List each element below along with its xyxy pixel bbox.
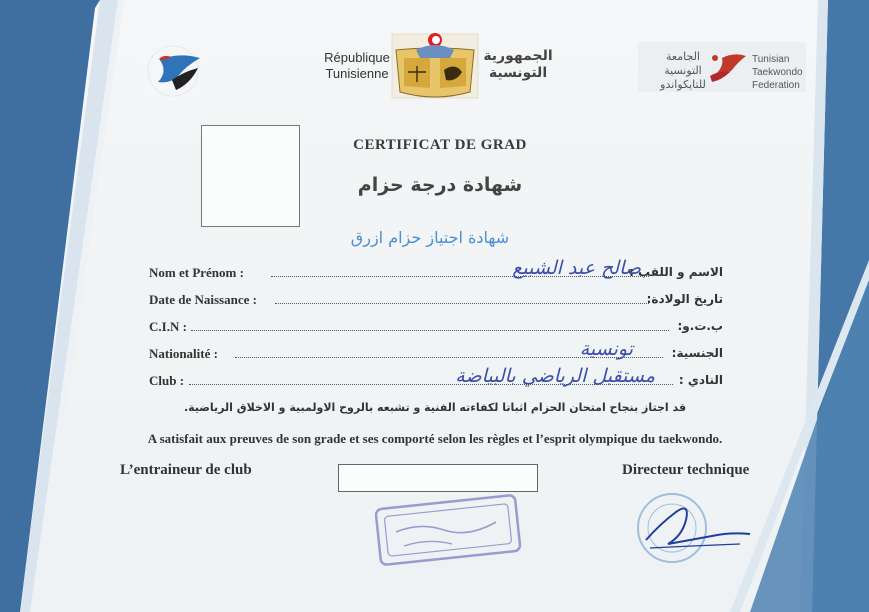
dotted-line bbox=[275, 303, 649, 304]
field-row-birthdate bbox=[149, 292, 723, 312]
coach-signature-label: L’entraineur de club bbox=[120, 462, 252, 478]
field-label-fr: Club : bbox=[149, 373, 185, 388]
field-row-name bbox=[149, 257, 723, 285]
field-label-fr: Date de Naissance : bbox=[149, 292, 257, 307]
club-stamp bbox=[375, 495, 520, 565]
field-label-fr: Nom et Prénom : bbox=[149, 265, 244, 280]
world-taekwondo-logo bbox=[140, 42, 206, 100]
field-label-ar: الاسم و اللقب : bbox=[629, 265, 723, 279]
photo-box bbox=[201, 125, 300, 227]
statement-fr: A satisfait aux preuves de son grade et ses comporté selon les règles et l’esprit olympique du taekwondo. bbox=[147, 431, 723, 446]
certificate-title-fr: CERTIFICAT DE GRAD bbox=[353, 137, 527, 153]
field-label-ar: ب.ت.و: bbox=[677, 319, 723, 333]
federation-name-en: Tunisian Taekwondo Federation bbox=[752, 54, 803, 91]
director-signature-label: Directeur technique bbox=[622, 462, 750, 478]
field-value-handwritten: مستقبل الرياضي بالبياضة bbox=[455, 365, 655, 387]
republic-name-fr: République Tunisienne bbox=[324, 50, 390, 81]
field-value-handwritten: صالح عبد الشبيع bbox=[512, 257, 641, 279]
certificate-subtitle-ar: شهادة اجتياز حزام ازرق bbox=[350, 228, 510, 247]
field-value-handwritten: تونسية bbox=[579, 338, 633, 360]
field-label-fr: C.I.N : bbox=[149, 319, 187, 334]
field-label-ar: النادي : bbox=[678, 373, 723, 387]
field-label-fr: Nationalité : bbox=[149, 346, 218, 361]
field-label-ar: الجنسية: bbox=[671, 346, 723, 360]
grade-box bbox=[338, 464, 538, 492]
director-stamp bbox=[638, 494, 706, 562]
federation-name-ar: الجامعة التونسية للتايكواندو bbox=[660, 50, 706, 91]
republic-name-ar: الجمهورية التونسية bbox=[483, 48, 553, 81]
statement-ar: قد اجتاز بنجاح امتحان الحزام اثباتا لكفاءته الفنية و تشبعه بالروح الاولمبية و الاخلاق الرياضية. bbox=[183, 401, 687, 414]
dotted-line bbox=[191, 330, 669, 331]
certificate-title-ar: شهادة درجة حزام bbox=[357, 174, 523, 196]
field-row-club bbox=[149, 365, 723, 393]
field-row-nationality bbox=[149, 338, 723, 366]
director-signature bbox=[646, 508, 750, 548]
field-label-ar: تاريخ الولادة: bbox=[646, 292, 723, 306]
field-row-cin bbox=[149, 319, 723, 339]
